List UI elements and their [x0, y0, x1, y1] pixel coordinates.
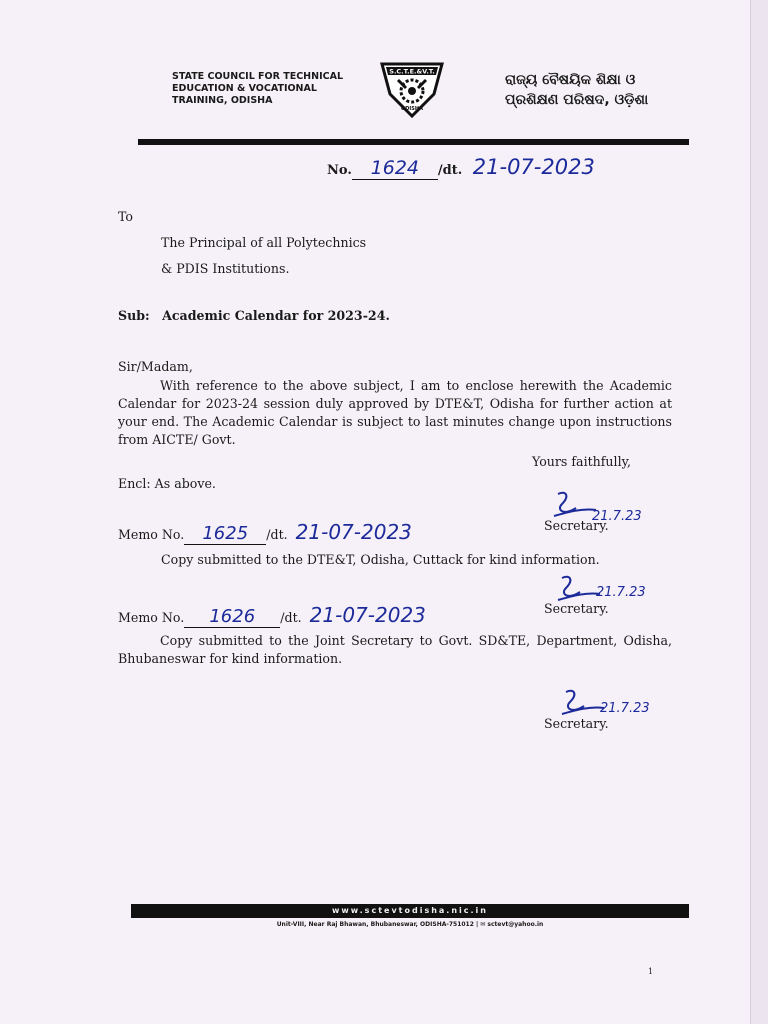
secretary-label-3: Secretary.: [544, 716, 609, 731]
memo-1-label: Memo No.: [118, 527, 185, 542]
memo-2-label: Memo No.: [118, 610, 185, 625]
memo-2-text: Copy submitted to the Joint Secretary to Govt. SD&TE, Department, Odisha, Bhubaneswar for kind information.: [118, 633, 672, 666]
svg-text:ODISHA: ODISHA: [401, 106, 423, 112]
letter-dt-label: /dt.: [437, 163, 463, 178]
svg-text:21.7.23: 21.7.23: [596, 585, 646, 600]
to-label: To: [118, 209, 134, 224]
closing: Yours faithfully,: [532, 454, 632, 469]
secretary-label-2: Secretary.: [544, 601, 609, 616]
memo-1-date: 21-07-2023: [295, 520, 412, 544]
svg-text:21.7.23: 21.7.23: [600, 701, 650, 716]
subject-label: Sub:: [118, 308, 150, 323]
letter-number-line: [327, 155, 595, 180]
page-number: 1: [648, 967, 654, 976]
memo-2-number: 1626: [184, 606, 280, 628]
memo-1-dt-label: /dt.: [266, 527, 288, 542]
memo-1-line: [118, 520, 412, 545]
subject-text: Academic Calendar for 2023-24.: [162, 308, 390, 323]
secretary-label-1: Secretary.: [544, 518, 609, 533]
letter-date: 21-07-2023: [472, 155, 595, 179]
memo-2-date: 21-07-2023: [309, 603, 426, 627]
svg-text:21.7.23: 21.7.23: [592, 509, 642, 524]
recipient-line-2: & PDIS Institutions.: [161, 261, 290, 276]
footer-address: Unit-VIII, Near Raj Bhawan, Bhubaneswar, ODISHA-751012 | ✉ sctevt@yahoo.in: [276, 921, 544, 928]
memo-1-text: Copy submitted to the DTE&T, Odisha, Cuttack for kind information.: [161, 552, 600, 567]
enclosure: Encl: As above.: [118, 476, 216, 491]
header-divider: [138, 139, 689, 145]
org-name-odia: ରାଜ୍ୟ ବୈଷୟିକ ଶିକ୍ଷା ଓ ପ୍ରଶିକ୍ଷଣ ପରିଷଦ, ଓଡ଼ିଶା: [505, 72, 649, 108]
letter-no-value: 1624: [352, 157, 438, 180]
subject-line: [118, 307, 390, 325]
salutation: Sir/Madam,: [118, 359, 193, 374]
memo-2-line: [118, 603, 426, 628]
letter-no-label: No.: [327, 163, 352, 178]
org-name-english: STATE COUNCIL FOR TECHNICAL EDUCATION & VOCATIONAL TRAINING, ODISHA: [172, 71, 343, 106]
recipient-line-1: The Principal of all Polytechnics: [161, 235, 367, 250]
footer-website: www.sctevtodisha.nic.in: [331, 906, 488, 915]
body-paragraph: With reference to the above subject, I am to enclose herewith the Academic Calendar for 2023-24 session duly approved by DTE&T, Odisha for further action at your end. The Academic Calendar is subject to last minutes change upon instructions from AICTE/ Govt.: [118, 378, 672, 447]
sctevt-logo: [376, 58, 448, 120]
memo-1-number: 1625: [184, 523, 266, 545]
svg-text:S.C.T.E.&V.T.: S.C.T.E.&V.T.: [389, 67, 435, 76]
memo-2-dt-label: /dt.: [280, 610, 302, 625]
